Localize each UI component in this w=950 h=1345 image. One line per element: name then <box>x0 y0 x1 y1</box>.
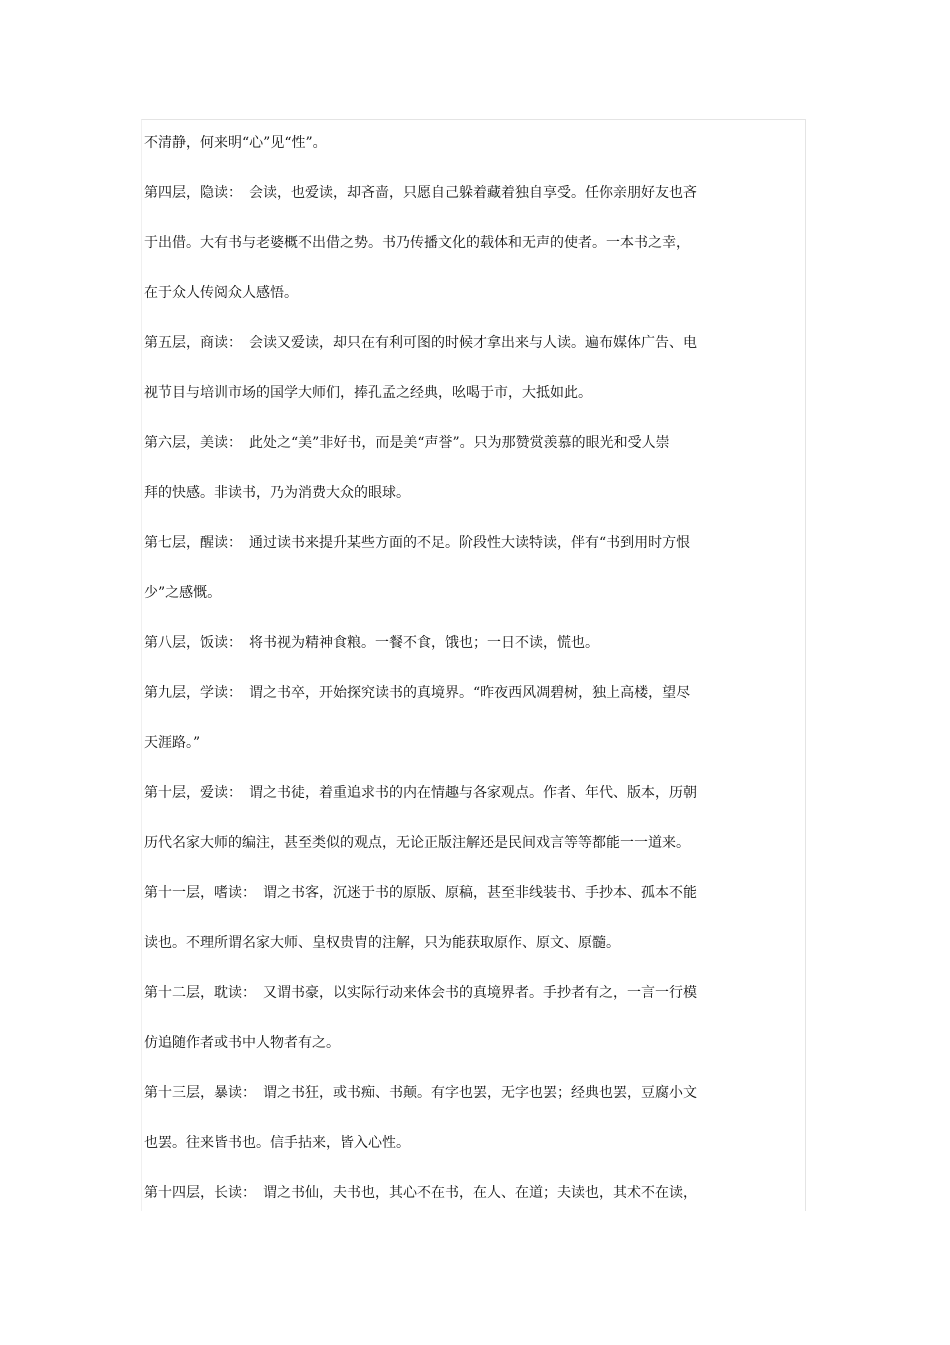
text-line: 少”之感慨。 <box>144 585 222 601</box>
text-line: 第十二层，耽读： 又谓书豪，以实际行动来体会书的真境界者。手抄者有之，一言一行模 <box>144 985 697 1001</box>
text-line: 第六层，美读： 此处之“美”非好书，而是美“声誉”。只为那赞赏羡慕的眼光和受人崇 <box>144 435 670 451</box>
text-line: 于出借。大有书与老婆概不出借之势。书乃传播文化的载体和无声的使者。一本书之幸， <box>144 235 690 251</box>
text-line: 天涯路。” <box>144 735 201 751</box>
text-line: 第十层，爱读： 谓之书徒，着重追求书的内在情趣与各家观点。作者、年代、版本，历朝 <box>144 785 697 801</box>
text-line: 历代名家大师的编注，甚至类似的观点，无论正版注解还是民间戏言等等都能一一道来。 <box>144 835 690 851</box>
text-line: 第十一层，嗜读： 谓之书客，沉迷于书的原版、原稿，甚至非线装书、手抄本、孤本不能 <box>144 885 697 901</box>
text-line: 不清静，何来明“心”见“性”。 <box>144 135 327 151</box>
text-line: 第十四层，长读： 谓之书仙，夫书也，其心不在书，在人、在道；夫读也，其术不在读， <box>144 1185 697 1201</box>
text-line: 仿追随作者或书中人物者有之。 <box>144 1035 340 1051</box>
text-line: 也罢。往来皆书也。信手拈来，皆入心性。 <box>144 1135 410 1151</box>
text-line: 第七层，醒读： 通过读书来提升某些方面的不足。阶段性大读特读，伴有“书到用时方恨 <box>144 535 691 551</box>
text-line: 视节目与培训市场的国学大师们，捧孔孟之经典，吆喝于市，大抵如此。 <box>144 385 592 401</box>
text-line: 在于众人传阅众人感悟。 <box>144 285 298 301</box>
text-line: 第十三层，暴读： 谓之书狂，或书痴、书颠。有字也罢，无字也罢；经典也罢，豆腐小文 <box>144 1085 697 1101</box>
text-line: 拜的快感。非读书，乃为消费大众的眼球。 <box>144 485 410 501</box>
text-line: 第四层，隐读： 会读，也爱读，却吝啬，只愿自己躲着藏着独自享受。任你亲朋好友也吝 <box>144 185 697 201</box>
text-line: 读也。不理所谓名家大师、皇权贵胄的注解，只为能获取原作、原文、原髓。 <box>144 935 620 951</box>
document-body <box>144 123 744 1223</box>
text-line: 第五层，商读： 会读又爱读，却只在有利可图的时候才拿出来与人读。遍布媒体广告、电 <box>144 335 697 351</box>
text-line: 第九层，学读： 谓之书卒，开始探究读书的真境界。“昨夜西风凋碧树，独上高楼，望尽 <box>144 685 691 701</box>
text-line: 第八层，饭读： 将书视为精神食粮。一餐不食，饿也；一日不读，慌也。 <box>144 635 599 651</box>
